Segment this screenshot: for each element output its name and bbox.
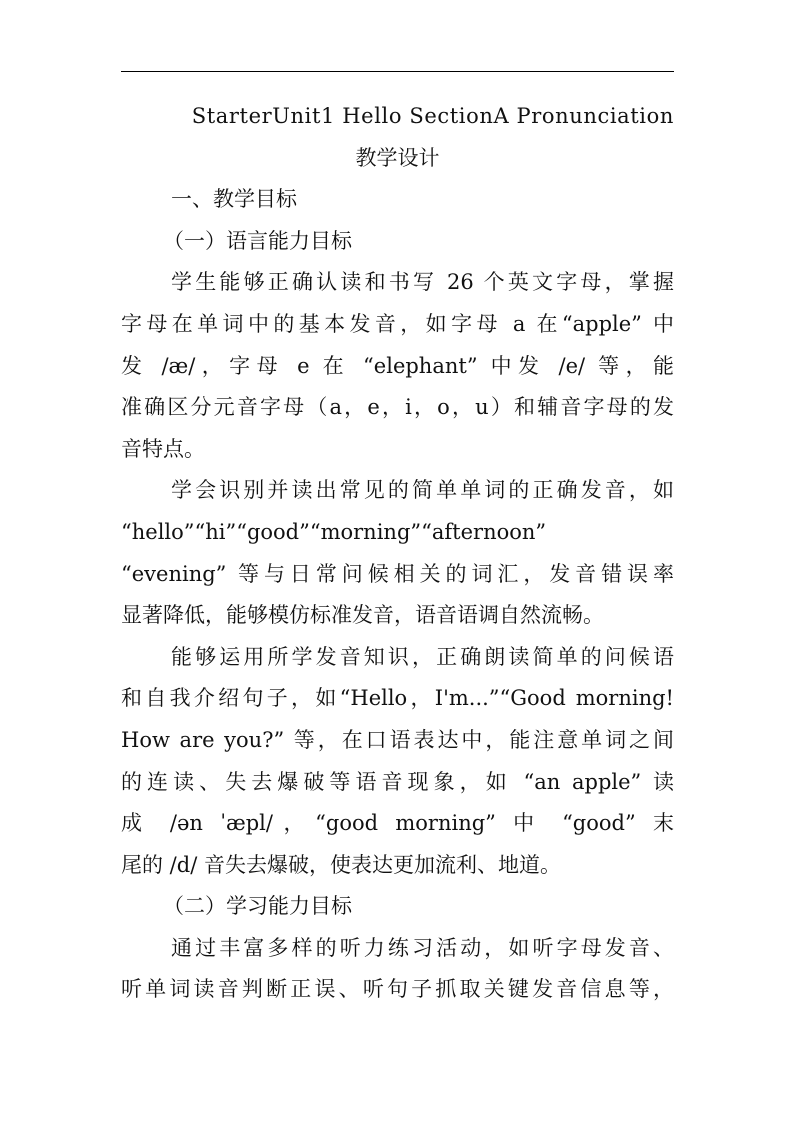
paragraph-listening bbox=[121, 928, 674, 1011]
paragraph-line: 通过丰富多样的听力练习活动，如听字母发音、 bbox=[171, 935, 674, 960]
paragraph-line: 听单词读音判断正误、听句子抓取关键发音信息等， bbox=[121, 977, 674, 1002]
paragraph-line: “hello”“hi”“good”“morning”“afternoon” bbox=[121, 519, 547, 544]
subsection-heading-language-ability: （一）语言能力目标 bbox=[163, 228, 352, 253]
paragraph-line: 和自我介绍句子，如“Hello，I'm...”“Good morning! bbox=[121, 686, 674, 711]
paragraph-line: 发 /æ/，字母 e 在 “elephant” 中发 /e/ 等，能 bbox=[121, 353, 674, 378]
paragraph-words bbox=[121, 470, 674, 636]
subsection-heading-learning-ability: （二）学习能力目标 bbox=[163, 894, 352, 919]
paragraph-line: 字母在单词中的基本发音，如字母 a 在“apple” 中 bbox=[121, 311, 674, 336]
paragraph-line: 显著降低，能够模仿标准发音，语音语调自然流畅。 bbox=[121, 603, 604, 628]
paragraph-letters bbox=[121, 262, 674, 470]
paragraph-line: 学生能够正确认读和书写 26 个英文字母，掌握 bbox=[171, 270, 674, 295]
section-heading-teaching-objectives: 一、教学目标 bbox=[171, 187, 297, 212]
document-title-line-1: StarterUnit1 Hello SectionA Pronunciation bbox=[191, 104, 674, 128]
paragraph-line: 音特点。 bbox=[121, 436, 205, 461]
paragraph-line: 准确区分元音字母（a，e，i，o，u）和辅音字母的发 bbox=[121, 395, 674, 420]
paragraph-line: 能够运用所学发音知识，正确朗读简单的问候语 bbox=[171, 644, 674, 669]
paragraph-line: “evening” 等与日常问候相关的词汇，发音错误率 bbox=[121, 561, 674, 586]
paragraph-line: 尾的 /d/ 音失去爆破，使表达更加流利、地道。 bbox=[121, 852, 561, 877]
document-title-line-2: 教学设计 bbox=[355, 145, 440, 170]
document-body bbox=[121, 96, 674, 1011]
header-rule bbox=[121, 71, 674, 72]
paragraph-sentences bbox=[121, 637, 674, 887]
paragraph-line: 成 /ən ˈæpl/，“good morning” 中 “good” 末 bbox=[121, 811, 674, 836]
paragraph-line: 学会识别并读出常见的简单单词的正确发音，如 bbox=[171, 478, 674, 503]
paragraph-line: How are you?” 等，在口语表达中，能注意单词之间 bbox=[121, 727, 674, 752]
paragraph-line: 的连读、失去爆破等语音现象，如 “an apple” 读 bbox=[121, 769, 674, 794]
